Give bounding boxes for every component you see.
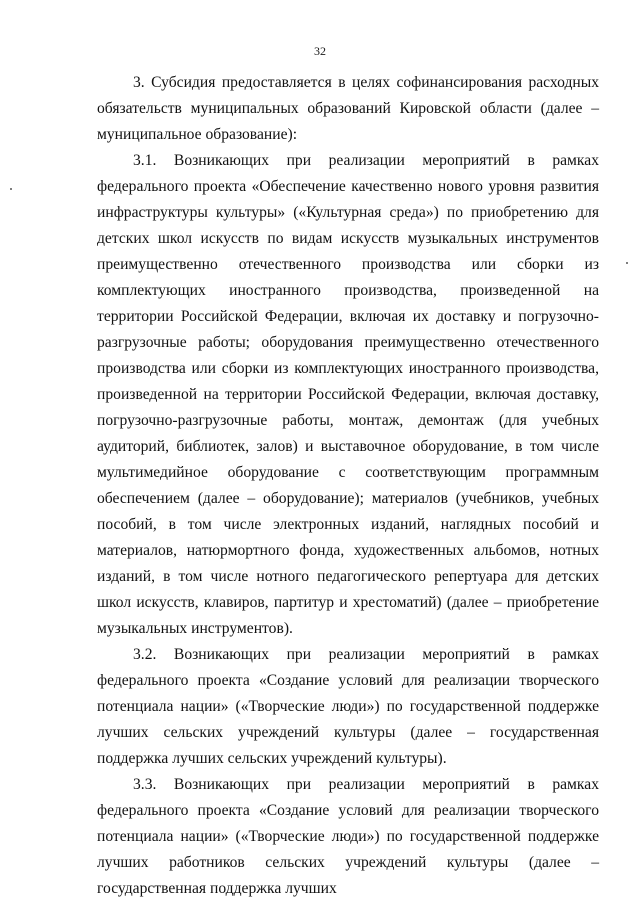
paragraph-3: 3. Субсидия предоставляется в целях софинансирования расходных обязательств муниципальных образований Кировской области (далее – муниципальное образование): <box>97 74 599 143</box>
page-number: 32 <box>314 44 326 58</box>
paragraph-3-3: 3.3. Возникающих при реализации мероприятий в рамках федерального проекта «Создание условий для реализации творческого потенциала нации» («Творческие люди») по государственной поддержке лучших работников сельских учреждений культуры (далее – государственная поддержка лучших <box>97 776 599 897</box>
paragraph-3-1: 3.1. Возникающих при реализации мероприятий в рамках федерального проекта «Обеспечение качественно нового уровня развития инфраструктуры культуры» («Культурная среда») по приобретению для детских школ искусств по видам искусств музыкальных инструментов преимущественно отечественного производства или сборки из комплектующих иностранного производства, произведенной на территории Российской Федерации, включая их доставку и погрузочно-разгрузочные работы; оборудования преимущественно отечественного производства или сборки из комплектующих иностранного производства, произведенной на территории Российской Федерации, включая доставку, погрузочно-разгрузочные работы, монтаж, демонтаж (для учебных аудиторий, библиотек, залов) и выставочное оборудование, в том числе мультимедийное оборудование с соответствующим программным обеспечением (далее – оборудование); материалов (учебников, учебных пособий, в том числе электронных изданий, наглядных пособий и материалов, натюрмортного фонда, художественных альбомов, нотных изданий, в том числе нотного педагогического репертуара для детских школ искусств, клавиров, партитур и хрестоматий) (далее – приобретение музыкальных инструментов). <box>97 152 599 637</box>
scan-speck <box>10 188 12 190</box>
document-body <box>97 70 599 902</box>
scan-speck <box>626 262 628 264</box>
paragraph-3-2: 3.2. Возникающих при реализации мероприятий в рамках федерального проекта «Создание условий для реализации творческого потенциала нации» («Творческие люди») по государственной поддержке лучших сельских учреждений культуры (далее – государственная поддержка лучших сельских учреждений культуры). <box>97 646 599 767</box>
